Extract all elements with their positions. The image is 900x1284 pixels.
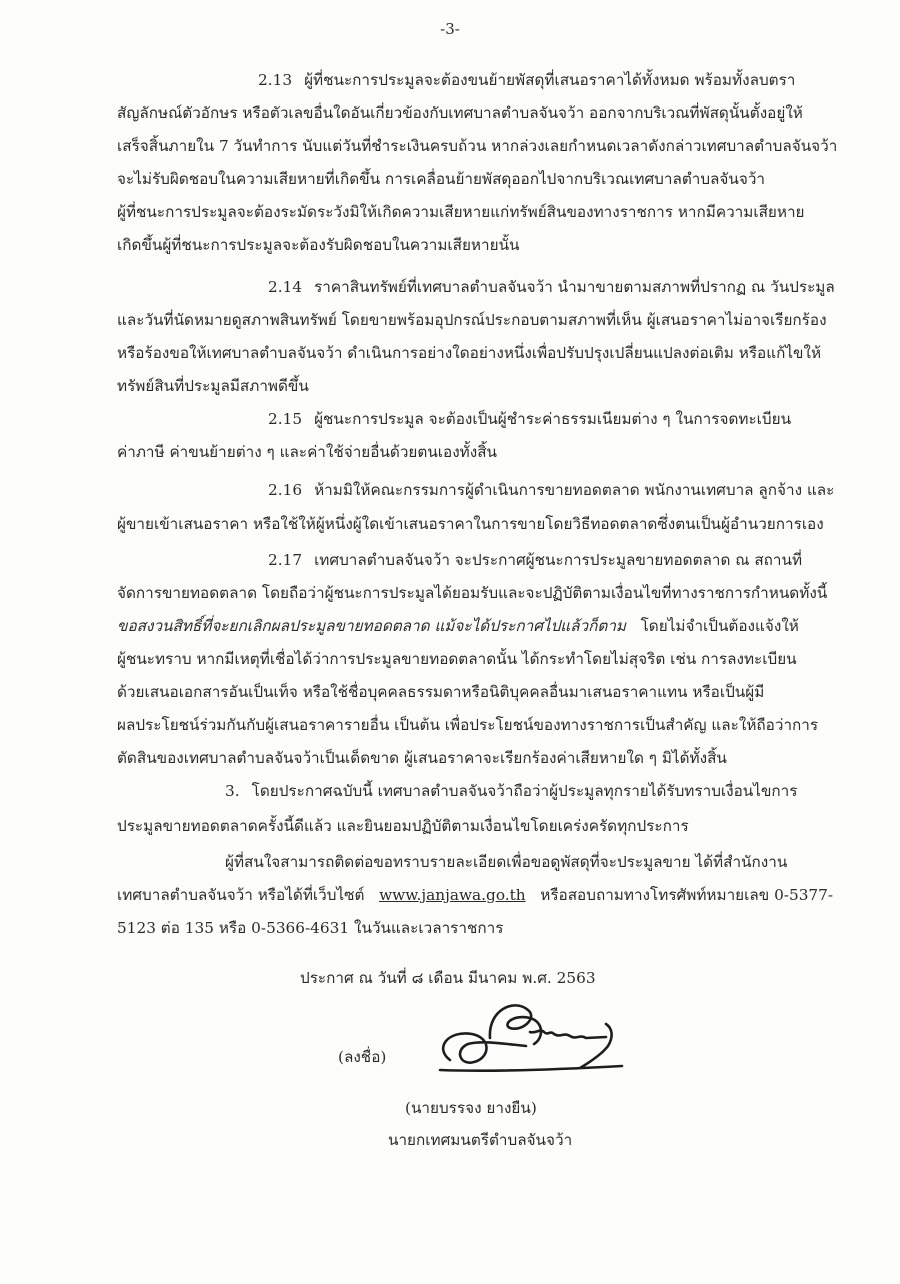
sign-label: (ลงชื่อ): [338, 1048, 387, 1066]
clause-2-13-line-3: เสร็จสิ้นภายใน 7 วันทำการ นับแต่วันที่ชำระเงินครบถ้วน หากล่วงเลยกำหนดเวลาดังกล่าวเทศบาลตำบลจันจว้า: [117, 137, 838, 155]
clause-2-17-line-1: 2.17 เทศบาลตำบลจันจว้า จะประกาศผู้ชนะการประมูลขายทอดตลาด ณ สถานที่: [268, 547, 802, 573]
clause-2-16-line-2: ผู้ขายเข้าเสนอราคา หรือใช้ให้ผู้หนึ่งผู้ใดเข้าเสนอราคาในการขายโดยวิธีทอดตลาดซึ่งตนเป็นผู้อำนวยการเอง: [117, 515, 824, 533]
clause-2-17-line-2: จัดการขายทอดตลาด โดยถือว่าผู้ชนะการประมูลได้ยอมรับและจะปฏิบัติตามเงื่อนไขที่ทางราชการกำหนดทั้งนี้: [117, 584, 828, 602]
clause-2-17-line-3: ขอสงวนสิทธิ์ที่จะยกเลิกผลประมูลขายทอดตลาด แม้จะได้ประกาศไปแล้วก็ตาม โดยไม่จำเป็นต้องแจ้งให้: [117, 617, 799, 635]
clause-2-15-line-2: ค่าภาษี ค่าขนย้ายต่าง ๆ และค่าใช้จ่ายอื่นด้วยตนเองทั้งสิ้น: [117, 443, 498, 461]
clause-2-14-line-3: หรือร้องขอให้เทศบาลตำบลจันจว้า ดำเนินการอย่างใดอย่างหนึ่งเพื่อปรับปรุงเปลี่ยนแปลงต่อเติม หรือแก้ไขให้: [117, 344, 822, 362]
clause-3-line-2: ประมูลขายทอดตลาดครั้งนี้ดีแล้ว และยินยอมปฏิบัติตามเงื่อนไขโดยเคร่งครัดทุกประการ: [117, 817, 689, 835]
clause-number: 3.: [225, 782, 240, 800]
clause-2-17-line-5: ด้วยเสนอเอกสารอันเป็นเท็จ หรือใช้ชื่อบุคคลธรรมดาหรือนิติบุคคลอื่นมาเสนอราคาแทน หรือเป็นผู้มี: [117, 683, 765, 701]
signatory-position: นายกเทศมนตรีตำบลจันจว้า: [388, 1131, 573, 1149]
clause-2-14-line-4: ทรัพย์สินที่ประมูลมีสภาพดีขึ้น: [117, 377, 309, 395]
website-link[interactable]: www.janjawa.go.th: [379, 886, 526, 904]
page-number: -3-: [440, 20, 460, 38]
clause-number: 2.13: [258, 71, 293, 89]
clause-number: 2.15: [268, 410, 303, 428]
clause-2-17-line-6: ผลประโยชน์ร่วมกันกับผู้เสนอราคารายอื่น เป็นต้น เพื่อประโยชน์ของทางราชการเป็นสำคัญ และให้ถือว่าการ: [117, 716, 819, 734]
clause-number: 2.16: [268, 481, 303, 499]
clause-number: 2.14: [268, 278, 303, 296]
clause-3-line-1: 3. โดยประกาศฉบับนี้ เทศบาลตำบลจันจว้าถือว่าผู้ประมูลทุกรายได้รับทราบเงื่อนไขการ: [225, 778, 797, 804]
clause-2-13-line-2: สัญลักษณ์ตัวอักษร หรือตัวเลขอื่นใดอันเกี่ยวข้องกับเทศบาลตำบลจันจว้า ออกจากบริเวณที่พัสดุนั้นตั้งอยู่ให้: [117, 104, 803, 122]
clause-2-14-line-1: 2.14 ราคาสินทรัพย์ที่เทศบาลตำบลจันจว้า นำมาขายตามสภาพที่ปรากฏ ณ วันประมูล: [268, 274, 835, 300]
clause-2-13-line-6: เกิดขึ้นผู้ที่ชนะการประมูลจะต้องรับผิดชอบในความเสียหายนั้น: [117, 236, 520, 254]
clause-2-17-line-4: ผู้ชนะทราบ หากมีเหตุที่เชื่อได้ว่าการประมูลขายทอดตลาดนั้น ได้กระทำโดยไม่สุจริต เช่น การลงทะเบียน: [117, 650, 797, 668]
clause-2-14-line-2: และวันที่นัดหมายดูสภาพสินทรัพย์ โดยขายพร้อมอุปกรณ์ประกอบตามสภาพที่เห็น ผู้เสนอราคาไม่อาจเรียกร้อง: [117, 311, 827, 329]
clause-2-15-line-1: 2.15 ผู้ชนะการประมูล จะต้องเป็นผู้ชำระค่าธรรมเนียมต่าง ๆ ในการจดทะเบียน: [268, 406, 791, 432]
announcement-date: ประกาศ ณ วันที่ ๘ เดือน มีนาคม พ.ศ. 2563: [300, 969, 596, 987]
clause-2-13-line-5: ผู้ที่ชนะการประมูลจะต้องระมัดระวังมิให้เกิดความเสียหายแก่ทรัพย์สินของทางราชการ หากมีความเสียหาย: [117, 203, 805, 221]
reservation-of-rights-text: ขอสงวนสิทธิ์ที่จะยกเลิกผลประมูลขายทอดตลาด แม้จะได้ประกาศไปแล้วก็ตาม: [117, 617, 626, 635]
clause-2-17-line-7: ตัดสินของเทศบาลตำบลจันจว้าเป็นเด็ดขาด ผู้เสนอราคาจะเรียกร้องค่าเสียหายใด ๆ มิได้ทั้งสิ้น: [117, 749, 727, 767]
clause-number: 2.17: [268, 551, 303, 569]
contact-line-3: 5123 ต่อ 135 หรือ 0-5366-4631 ในวันและเวลาราชการ: [117, 919, 504, 937]
clause-2-13-line-1: 2.13 ผู้ที่ชนะการประมูลจะต้องขนย้ายพัสดุที่เสนอราคาได้ทั้งหมด พร้อมทั้งลบตรา: [258, 67, 795, 93]
clause-2-13-line-4: จะไม่รับผิดชอบในความเสียหายที่เกิดขึ้น การเคลื่อนย้ายพัสดุออกไปจากบริเวณเทศบาลตำบลจันจว้า: [117, 170, 765, 188]
contact-line-1: ผู้ที่สนใจสามารถติดต่อขอทราบรายละเอียดเพื่อขอดูพัสดุที่จะประมูลขาย ได้ที่สำนักงาน: [225, 853, 788, 871]
clause-2-16-line-1: 2.16 ห้ามมิให้คณะกรรมการผู้ดำเนินการขายทอดตลาด พนักงานเทศบาล ลูกจ้าง และ: [268, 477, 834, 503]
signatory-name: (นายบรรจง ยางยืน): [405, 1099, 537, 1117]
handwritten-signature: [430, 988, 640, 1088]
contact-line-2: เทศบาลตำบลจันจว้า หรือได้ที่เว็บไซต์ www.janjawa.go.th หรือสอบถามทางโทรศัพท์หมายเลข 0-5377-: [117, 886, 834, 904]
